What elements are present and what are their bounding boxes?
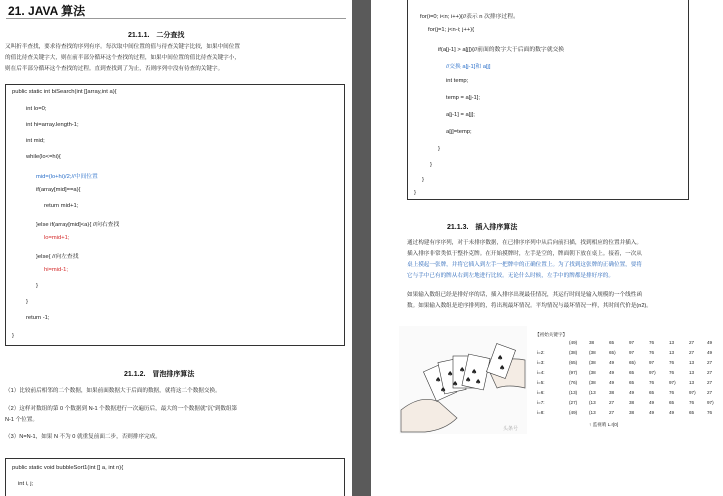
code-line: } <box>438 146 440 152</box>
trace-cell: 13 <box>669 350 675 355</box>
para-line-highlight: 桌上摸起一张牌，并将它插入到左手一把牌中的正确位置上。为了找到这张牌的正确位置，要将 <box>407 262 642 268</box>
code-line: int lo=0; <box>26 106 47 112</box>
trace-cell: 27 <box>707 360 713 365</box>
trace-cell: 38 <box>629 410 635 415</box>
title-rule <box>6 18 346 19</box>
step-line: （1）比较前后相邻的二个数据，如果前面数据大于后面的数据，就将这二个数据交换。 <box>5 388 221 394</box>
trace-cell: 97) <box>669 380 676 385</box>
para-line-highlight: 它与手中已有的牌从右到左地进行比较。无论什么时候，左手中的牌都是排好序的。 <box>407 273 614 279</box>
svg-text:♠: ♠ <box>471 368 478 376</box>
code-line: } <box>430 162 432 168</box>
trace-cell: 27 <box>707 390 713 395</box>
trace-cell: 49 <box>707 340 713 345</box>
bubble-sort-code-start <box>5 458 345 496</box>
trace-cell: (38) <box>569 350 578 355</box>
watermark: 头条号 <box>503 426 519 432</box>
step-line: （3）N=N-1，如果 N 不为 0 就重复前面二步，否则排序完成。 <box>5 434 161 440</box>
code-line: } <box>36 283 38 289</box>
trace-row-label: i=7: <box>537 400 545 405</box>
trace-row-label: i=3: <box>537 360 545 365</box>
trace-cell: (65) <box>569 360 578 365</box>
trace-cell: 13 <box>689 380 695 385</box>
trace-cell: 65 <box>629 370 635 375</box>
trace-cell: 65 <box>649 390 655 395</box>
code-line: int i, j; <box>18 481 34 487</box>
code-line: int hi=array.length-1; <box>26 122 79 128</box>
trace-cell: 76 <box>669 390 675 395</box>
trace-cell: 76 <box>669 370 675 375</box>
trace-cell: 27 <box>689 350 695 355</box>
trace-cell: 13 <box>689 370 695 375</box>
code-line <box>420 11 519 20</box>
para-line: 数。如果输入数组是逆序排列的，将出现最坏情况。平均情况与最坏情况一样，其时间代价是(n2)。 <box>407 303 652 309</box>
trace-cell: 76 <box>669 360 675 365</box>
svg-text:♠: ♠ <box>499 364 506 372</box>
trace-cell: 97) <box>689 390 696 395</box>
trace-cell: 76 <box>649 350 655 355</box>
trace-cell: 49 <box>609 370 615 375</box>
binary-paragraph <box>5 42 240 75</box>
code-line: }else if(array[mid]<a){ //向右查找 <box>36 222 120 228</box>
trace-cell: 27 <box>707 370 713 375</box>
trace-cell: 13 <box>689 360 695 365</box>
binary-search-code <box>5 84 345 346</box>
trace-cell: (38 <box>589 350 596 355</box>
svg-text:♠: ♠ <box>475 378 482 386</box>
trace-cell: 49 <box>629 390 635 395</box>
para-line: 的值比待查关键字大，则在前半部分循环这个查找的过程，如果中间位置的值比待查关键字小， <box>5 55 240 61</box>
code-line: } <box>12 333 14 339</box>
para-line: 则在后半部分循环这个查找的过程。直到查找到了为止，否则序列中没有待查的关键字。 <box>5 66 224 72</box>
code-line: } <box>414 190 416 196</box>
right-page <box>371 0 723 496</box>
code-line: while(lo<=hi){ <box>26 154 61 160</box>
step-line: （2）这样对数组的第 0 个数据到 N-1 个数据进行一次遍历后，最大的一个数据就“沉”到数组第 <box>5 406 238 412</box>
bubble-sort-code-cont <box>407 0 689 200</box>
code-line: public static void bubbleSort1(int [] a, int n){ <box>12 465 124 471</box>
trace-cell: 76 <box>689 400 695 405</box>
trace-cell: 38 <box>589 340 595 345</box>
trace-cell: 27 <box>609 400 615 405</box>
trace-cell: (13 <box>589 410 596 415</box>
code-line-highlight: lo=mid+1; <box>44 235 70 241</box>
section-bubble-sort: 21.1.2. 冒泡排序算法 <box>124 371 195 378</box>
code-line: return -1; <box>26 315 50 321</box>
trace-cell: 49 <box>649 400 655 405</box>
trace-cell: 97 <box>629 350 635 355</box>
bubble-steps <box>5 386 237 443</box>
trace-cell: (13) <box>569 390 578 395</box>
svg-text:♠: ♠ <box>447 370 454 378</box>
trace-cell: 38 <box>609 390 615 395</box>
svg-text:♠: ♠ <box>497 354 504 362</box>
trace-cell: 76 <box>649 340 655 345</box>
trace-cell: 76 <box>707 410 713 415</box>
trace-cell: 97) <box>649 370 656 375</box>
chapter-title: 21. JAVA 算法 <box>8 4 86 18</box>
svg-text:♠: ♠ <box>459 366 466 374</box>
code-line: for(j=1; j<n-i; j++){ <box>428 27 475 33</box>
trace-row-label: i=6: <box>537 390 545 395</box>
trace-table-header: 【初始关键字】 <box>535 332 568 337</box>
code-line: int mid; <box>26 138 45 144</box>
trace-cell: (13 <box>589 400 596 405</box>
code-line-comment: mid=(lo+hi)/2;//中间位置 <box>36 174 98 180</box>
trace-cell: 27 <box>609 410 615 415</box>
playing-cards-illustration <box>399 326 527 434</box>
code-line-highlight: hi=mid-1; <box>44 267 69 273</box>
trace-cell: (97) <box>569 370 578 375</box>
para-line: 插入排序非常类似于整扑克牌。在开始摸牌时，左手是空的，牌面朝下放在桌上。接着，一次从 <box>407 251 642 257</box>
svg-text:♠: ♠ <box>440 386 447 394</box>
trace-row-label: i=2: <box>537 350 545 355</box>
code-line: if(a[j-1] > a[j]){//前面的数字大于后面的数字就交换 <box>438 47 565 53</box>
trace-cell: (76) <box>569 380 578 385</box>
trace-cell: 27 <box>689 340 695 345</box>
hands-cards-icon <box>399 326 527 434</box>
trace-cell: 65 <box>609 340 615 345</box>
code-line-comment: //交换 a[j-1]和 a[j] <box>446 64 491 70</box>
trace-cell: (13 <box>589 390 596 395</box>
svg-text:♠: ♠ <box>465 376 472 384</box>
trace-cell: 65) <box>629 360 636 365</box>
trace-cell: 65) <box>609 350 616 355</box>
trace-table-caption: ↑ 监视哨 L.r[0] <box>589 422 619 427</box>
code-line: temp = a[j-1]; <box>446 95 480 101</box>
trace-cell: 97 <box>629 340 635 345</box>
trace-cell: (38 <box>589 380 596 385</box>
svg-text:♠: ♠ <box>435 376 442 384</box>
trace-cell: 49 <box>609 360 615 365</box>
insertion-paragraph-2 <box>407 290 652 312</box>
code-line: int temp; <box>446 78 469 84</box>
trace-cell: 65 <box>669 400 675 405</box>
code-line: } <box>422 177 424 183</box>
code-line: a[j-1] = a[j]; <box>446 112 475 118</box>
section-insertion-sort: 21.1.3. 插入排序算法 <box>447 224 518 231</box>
trace-cell: (38 <box>589 370 596 375</box>
para-line: 通过构建有序序列，对于未排序数据，在已排序序列中从后向前扫描，找到相应的位置并插入。 <box>407 240 642 246</box>
trace-row-label: i=4: <box>537 370 545 375</box>
trace-cell: (27) <box>569 400 578 405</box>
insertion-paragraph-1 <box>407 238 642 282</box>
trace-cell: 65 <box>689 410 695 415</box>
trace-cell: 49 <box>669 410 675 415</box>
trace-cell: 27 <box>707 380 713 385</box>
trace-cell: 97) <box>707 400 714 405</box>
code-line: if(array[mid]==a){ <box>36 187 81 193</box>
para-line: 又叫折半查找，要求待查找的序列有序。每次取中间位置的值与待查关键字比较，如果中间位置 <box>5 44 240 50</box>
trace-table-body <box>533 332 718 428</box>
trace-cell: (38 <box>589 360 596 365</box>
para-line: 如果输入数组已经是排好序的话，插入排序出现最佳情况，其运行时间是输入规模的一个线性函 <box>407 292 642 298</box>
code-text: for(i=0; i<n; i++){//表示 n 次排序过程。 <box>420 14 519 20</box>
trace-cell: 13 <box>669 340 675 345</box>
trace-cell: 97 <box>649 360 655 365</box>
code-line: a[j]=temp; <box>446 129 472 135</box>
trace-row-label: i=8: <box>537 410 545 415</box>
svg-text:♠: ♠ <box>452 380 459 388</box>
code-line: } <box>26 299 28 305</box>
left-page <box>0 0 352 496</box>
code-line: }else{ //向左查找 <box>36 254 79 260</box>
section-binary-search: 21.1.1. 二分查找 <box>128 32 185 39</box>
trace-cell: (49) <box>569 410 578 415</box>
trace-cell: (49) <box>569 340 578 345</box>
trace-cell: 65 <box>629 380 635 385</box>
trace-cell: 49 <box>609 380 615 385</box>
trace-row-label: i=5: <box>537 380 545 385</box>
insertion-trace-table <box>533 332 718 432</box>
trace-cell: 38 <box>629 400 635 405</box>
trace-cell: 49 <box>649 410 655 415</box>
code-line: public static int biSearch(int []array,int a){ <box>12 89 117 95</box>
trace-cell: 76 <box>649 380 655 385</box>
step-line: N-1 个位置。 <box>5 417 38 423</box>
code-line: return mid+1; <box>44 203 79 209</box>
trace-cell: 49 <box>707 350 713 355</box>
